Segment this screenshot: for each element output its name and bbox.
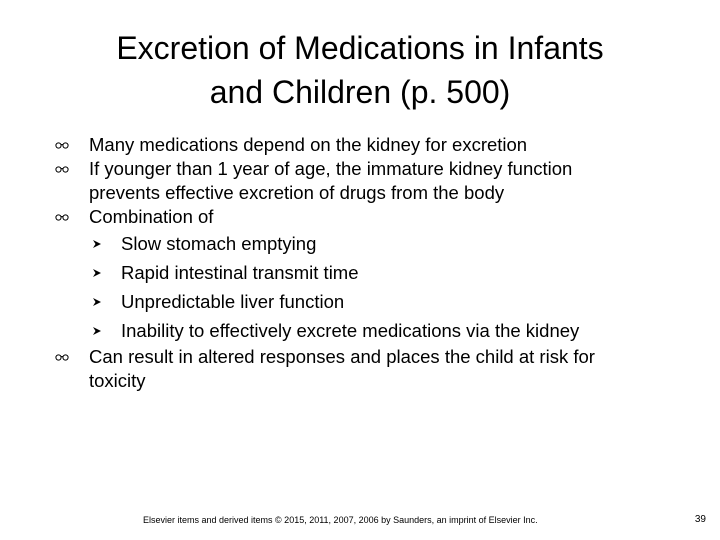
bullet-text: Can result in altered responses and places the child at risk for [89, 346, 595, 367]
arrowhead-bullet-icon [92, 229, 102, 258]
eyeglasses-bullet-icon [55, 205, 77, 229]
sub-bullet-item [0, 316, 720, 345]
bullet-item [0, 133, 720, 157]
bullet-list [0, 133, 720, 393]
slide-title-line: and Children (p. 500) [209, 74, 511, 110]
copyright-footer: Elsevier items and derived items © 2015, 2011, 2007, 2006 by Saunders, an imprint of Elsevier Inc. [143, 515, 538, 525]
sub-bullet-item [0, 287, 720, 316]
page-number: 39 [694, 514, 706, 525]
bullet-text: If younger than 1 year of age, the immature kidney function [89, 158, 573, 179]
bullet-item [0, 345, 720, 393]
arrowhead-bullet-icon [92, 287, 102, 316]
sub-bullet-text: Unpredictable liver function [121, 291, 345, 312]
bullet-item [0, 205, 720, 229]
bullet-text: toxicity [89, 370, 146, 391]
sub-bullet-text: Inability to effectively excrete medications via the kidney [121, 320, 580, 341]
sub-bullet-item [0, 258, 720, 287]
eyeglasses-bullet-icon [55, 133, 77, 157]
sub-bullet-text: Rapid intestinal transmit time [121, 262, 359, 283]
bullet-text: Combination of [89, 206, 214, 227]
arrowhead-bullet-icon [92, 316, 102, 345]
bullet-text: prevents effective excretion of drugs from the body [89, 182, 505, 203]
arrowhead-bullet-icon [92, 258, 102, 287]
slide-title-line: Excretion of Medications in Infants [116, 30, 604, 66]
sub-bullet-text: Slow stomach emptying [121, 233, 317, 254]
eyeglasses-bullet-icon [55, 157, 77, 181]
eyeglasses-bullet-icon [55, 345, 77, 369]
sub-bullet-item [0, 229, 720, 258]
slide-title [40, 26, 680, 114]
bullet-item [0, 157, 720, 205]
bullet-text: Many medications depend on the kidney for excretion [89, 134, 528, 155]
